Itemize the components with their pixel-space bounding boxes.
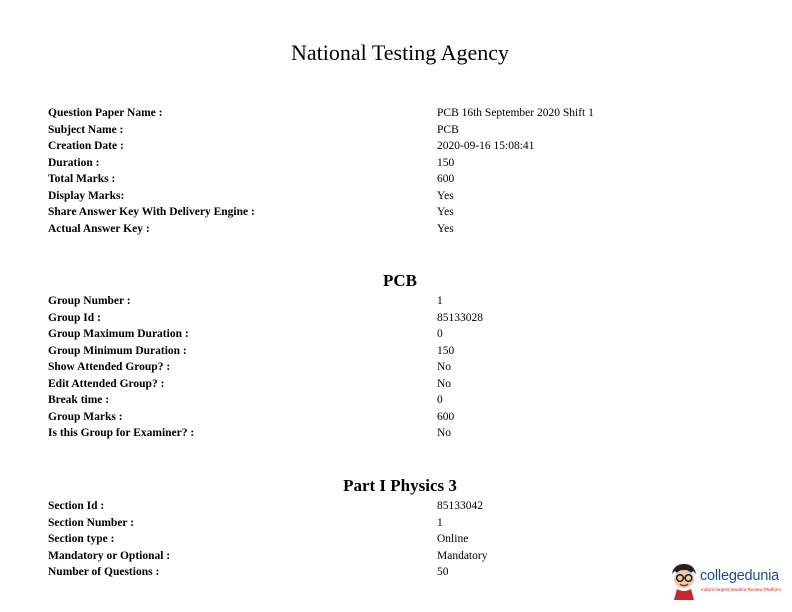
field-label: Group Maximum Duration : [48, 328, 189, 340]
field-label: Share Answer Key With Delivery Engine : [48, 206, 255, 218]
field-value: No [437, 377, 452, 390]
section-info-row [48, 498, 748, 515]
field-label: Group Number : [48, 295, 131, 307]
section-info-list [48, 498, 748, 581]
paper-info-row [48, 204, 748, 221]
field-label: Group Marks : [48, 410, 123, 423]
paper-info-row [48, 188, 748, 205]
group-info-row [48, 359, 748, 376]
group-info-list [48, 293, 748, 442]
field-label: Creation Date : [48, 140, 124, 152]
paper-info-row [48, 138, 748, 155]
group-info-row [48, 326, 748, 343]
paper-info-row [48, 171, 748, 188]
field-label: Group Id : [48, 311, 101, 324]
field-value: No [437, 427, 452, 439]
field-label: Actual Answer Key : [48, 222, 150, 235]
paper-info-row [48, 122, 748, 139]
group-info-row [48, 392, 748, 409]
field-label: Break time : [48, 394, 110, 406]
field-value: Yes [437, 222, 454, 235]
field-label: Mandatory or Optional : [48, 549, 171, 562]
field-value: 85133042 [437, 500, 483, 512]
field-value: 85133028 [437, 311, 483, 324]
group-info-row [48, 425, 748, 442]
field-value: 600 [437, 173, 455, 185]
field-label: Subject Name : [48, 123, 124, 136]
field-value: 150 [437, 156, 455, 169]
field-label: Edit Attended Group? : [48, 377, 165, 390]
mascot-icon [668, 562, 700, 600]
field-label: Question Paper Name : [48, 107, 163, 119]
field-value: 2020-09-16 15:08:41 [437, 140, 535, 152]
field-label: Group Minimum Duration : [48, 344, 187, 357]
section-heading: Part I Physics 3 [343, 476, 457, 495]
field-value: 1 [437, 516, 443, 529]
field-label: Section Number : [48, 516, 135, 529]
paper-info-row [48, 221, 748, 238]
field-label: Section type : [48, 533, 115, 545]
group-info-row [48, 343, 748, 360]
field-value: No [437, 361, 452, 373]
brand-tagline: India's largest Student Review Platform [701, 587, 782, 592]
field-label: Total Marks : [48, 173, 116, 185]
field-value: 0 [437, 394, 443, 406]
paper-info-list [48, 105, 748, 237]
field-value: PCB 16th September 2020 Shift 1 [437, 107, 594, 119]
section-info-row [48, 564, 748, 581]
field-value: Yes [437, 206, 454, 218]
field-label: Show Attended Group? : [48, 361, 171, 373]
field-value: Mandatory [437, 549, 488, 562]
field-value: 50 [437, 566, 449, 578]
field-value: 0 [437, 328, 443, 340]
field-label: Duration : [48, 156, 100, 169]
brand-name: collegedunia [700, 568, 780, 584]
field-label: Number of Questions : [48, 566, 160, 578]
field-label: Is this Group for Examiner? : [48, 427, 195, 439]
group-info-row [48, 293, 748, 310]
paper-info-row [48, 155, 748, 172]
group-heading: PCB [383, 271, 417, 290]
field-value: Yes [437, 189, 454, 202]
field-value: PCB [437, 123, 459, 136]
section-info-row [48, 531, 748, 548]
group-info-row [48, 409, 748, 426]
field-label: Section Id : [48, 500, 105, 512]
document-title: National Testing Agency [290, 40, 509, 65]
group-info-row [48, 376, 748, 393]
section-info-row [48, 515, 748, 532]
group-info-row [48, 310, 748, 327]
collegedunia-watermark [668, 562, 792, 602]
paper-info-row [48, 105, 748, 122]
field-value: 600 [437, 410, 455, 423]
field-label: Display Marks: [48, 189, 125, 202]
section-info-row [48, 548, 748, 565]
field-value: Online [437, 533, 469, 545]
field-value: 150 [437, 344, 455, 357]
field-value: 1 [437, 295, 443, 307]
